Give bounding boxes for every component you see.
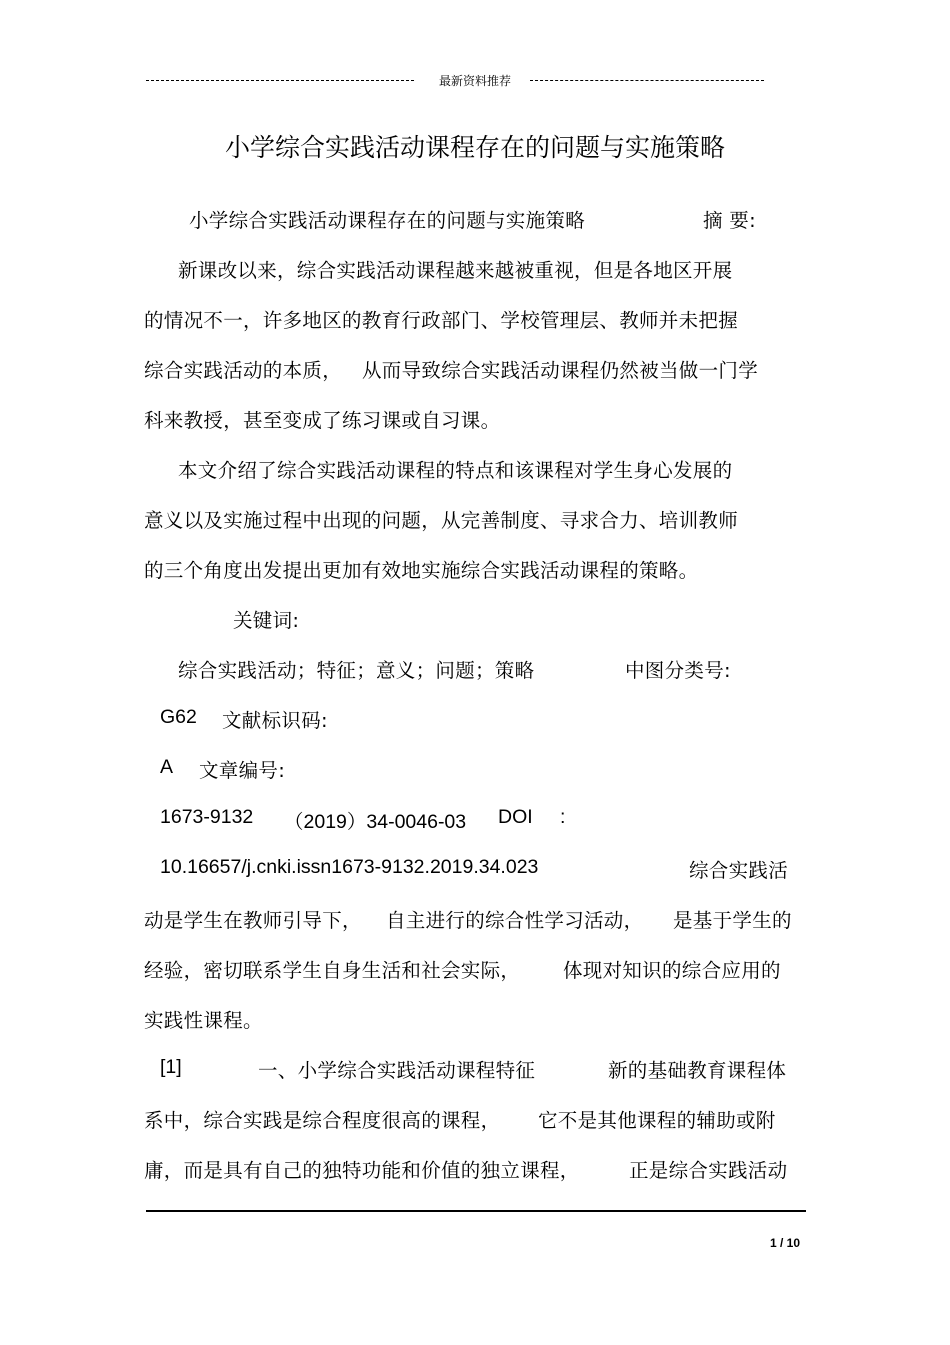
clc-label: 中图分类号: xyxy=(625,659,731,682)
body-line: 意义以及实施过程中出现的问题，从完善制度、寻求合力、培训教师 xyxy=(144,509,739,532)
body-line: 综合实践活动的本质， xyxy=(144,359,343,382)
body-line: 本文介绍了综合实践活动课程的特点和该课程对学生身心发展的 xyxy=(178,459,733,482)
header-label: 最新资料推荐 xyxy=(431,74,519,88)
issue-info: （2019）34-0046-03 xyxy=(284,811,467,833)
clc-number: G62 xyxy=(160,706,197,728)
body-line: 庸，而是具有自己的独特功能和价值的独立课程， xyxy=(144,1159,580,1182)
body-line: 新课改以来，综合实践活动课程越来越被重视，但是各地区开展 xyxy=(178,259,733,282)
section-heading: 一、小学综合实践活动课程特征 xyxy=(258,1059,536,1082)
keywords: 综合实践活动；特征；意义；问题；策略 xyxy=(178,659,535,682)
keywords-label: 关键词: xyxy=(233,609,300,632)
document-code: A xyxy=(160,756,174,778)
body-line: 是基于学生的 xyxy=(673,909,792,932)
body-line: 科来教授，甚至变成了练习课或自习课。 xyxy=(144,409,501,432)
document-title: 小学综合实践活动课程存在的问题与实施策略 xyxy=(224,133,725,162)
body-line: 自主进行的综合性学习活动， xyxy=(386,909,644,932)
body-line: 的情况不一，许多地区的教育行政部门、学校管理层、教师并未把握 xyxy=(144,309,739,332)
body-line: 的三个角度出发提出更加有效地实施综合实践活动课程的策略。 xyxy=(144,559,699,582)
body-line: 动是学生在教师引导下， xyxy=(144,909,362,932)
page-number: 1 / 10 xyxy=(770,1236,801,1250)
body-line: 体现对知识的综合应用的 xyxy=(563,959,781,982)
body-line: 小学综合实践活动课程存在的问题与实施策略 xyxy=(189,209,586,232)
issn: 1673-9132 xyxy=(160,806,254,828)
body-line: 实践性课程。 xyxy=(144,1009,263,1032)
footer-rule xyxy=(146,1210,806,1212)
body-line: 从而导致综合实践活动课程仍然被当做一门学 xyxy=(362,359,759,382)
body-line: 系中，综合实践是综合程度很高的课程， xyxy=(144,1109,501,1132)
document-code-label: 文献标识码: xyxy=(222,709,328,732)
body-line: 正是综合实践活动 xyxy=(629,1159,788,1182)
doi-value: 10.16657/j.cnki.issn1673-9132.2019.34.023 xyxy=(160,856,539,878)
article-number-label: 文章编号: xyxy=(199,759,286,782)
citation-marker: [1] xyxy=(160,1056,182,1078)
doi-colon: : xyxy=(560,806,566,828)
running-header xyxy=(0,72,950,89)
body-line: 经验，密切联系学生自身生活和社会实际， xyxy=(144,959,521,982)
body-line: 新的基础教育课程体 xyxy=(608,1059,787,1082)
abstract-label: 摘 要: xyxy=(703,209,756,232)
body-line: 它不是其他课程的辅助或附 xyxy=(538,1109,776,1132)
doi-label: DOI xyxy=(498,806,533,828)
body-line: 综合实践活 xyxy=(689,859,789,882)
